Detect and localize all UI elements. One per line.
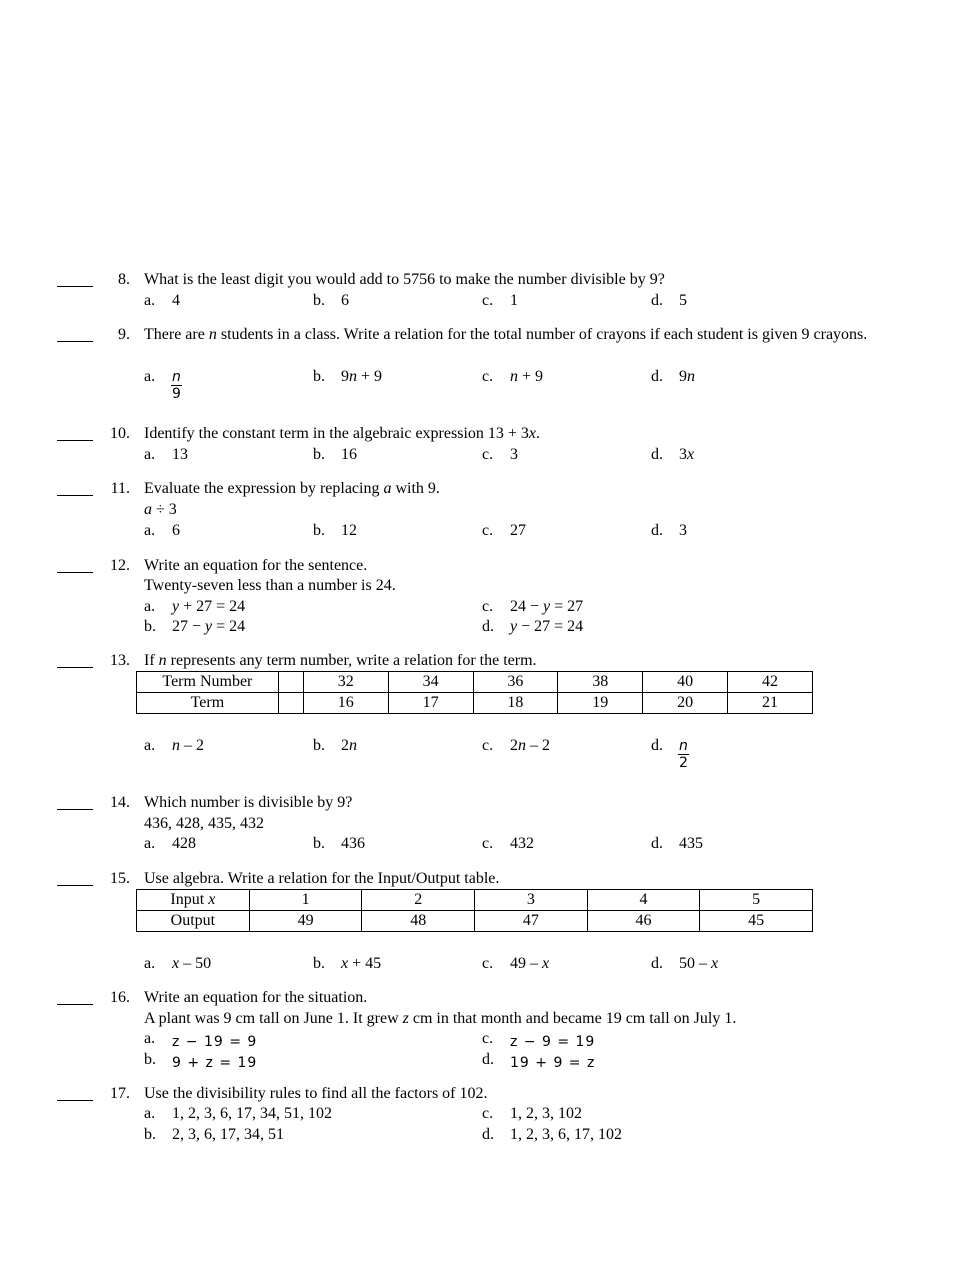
table-row [137, 911, 813, 932]
question-stem: Use algebra. Write a relation for the Input/Output table. [144, 870, 500, 887]
table-cell: 47 [475, 911, 588, 932]
table-cell: 20 [643, 693, 728, 714]
question-stem: Evaluate the expression by replacing a with 9. [144, 480, 440, 497]
option-letter: c. [482, 522, 494, 539]
option-letter: d. [651, 368, 663, 385]
option-letter: c. [482, 737, 494, 754]
option-text: 6 [172, 522, 180, 539]
question-number: 11. [110, 480, 130, 497]
option-letter: a. [144, 1030, 156, 1047]
option-text: 1 [510, 292, 518, 309]
question-number: 12. [110, 557, 130, 574]
answer-blank[interactable] [57, 871, 93, 886]
table-cell: 16 [303, 693, 388, 714]
option-letter: d. [651, 292, 663, 309]
table-cell: 4 [587, 890, 700, 911]
option-letter: a. [144, 1105, 156, 1122]
option-text: 4 [172, 292, 180, 309]
option-letter: a. [144, 292, 156, 309]
option-letter: b. [313, 446, 325, 463]
answer-blank[interactable] [57, 426, 93, 441]
question-sentence: Twenty-seven less than a number is 24. [144, 577, 396, 594]
answer-blank[interactable] [57, 653, 93, 668]
option-text: 2n – 2 [510, 737, 550, 754]
option-letter: a. [144, 835, 156, 852]
option-text: 9 + z = 19 [172, 1055, 258, 1071]
option-fraction: $\frac{n}{2}$ [678, 738, 688, 771]
option-text: y − 27 = 24 [510, 618, 584, 635]
option-text: 1, 2, 3, 102 [510, 1105, 582, 1122]
option-letter: c. [482, 446, 494, 463]
option-text: 16 [341, 446, 357, 463]
table-cell: 45 [700, 911, 813, 932]
table-cell: 40 [643, 672, 728, 693]
option-letter: b. [144, 1051, 156, 1068]
option-letter: b. [313, 835, 325, 852]
question-number: 17. [110, 1085, 130, 1102]
table-cell: 19 [558, 693, 643, 714]
option-letter: a. [144, 598, 156, 615]
table-cell: 36 [473, 672, 558, 693]
option-text: 428 [172, 835, 196, 852]
option-text: 50 – x [679, 955, 719, 972]
table-cell: 42 [728, 672, 813, 693]
option-text: 9n + 9 [341, 368, 383, 385]
question-number: 9. [118, 326, 130, 343]
table-cell: 5 [700, 890, 813, 911]
option-text: 9n [679, 368, 695, 385]
table-cell: 3 [475, 890, 588, 911]
table-cell: 38 [558, 672, 643, 693]
question-stem: Identify the constant term in the algebraic expression 13 + 3x. [144, 425, 541, 442]
option-letter: a. [144, 446, 156, 463]
option-letter: d. [482, 1051, 494, 1068]
table-row [137, 693, 813, 714]
option-letter: c. [482, 598, 494, 615]
table-cell: 21 [728, 693, 813, 714]
option-letter: c. [482, 1105, 494, 1122]
question-number: 14. [110, 794, 130, 811]
option-text: 436 [341, 835, 365, 852]
option-text: 12 [341, 522, 357, 539]
option-text: 27 [510, 522, 526, 539]
answer-blank[interactable] [57, 1086, 93, 1101]
option-letter: d. [482, 1126, 494, 1143]
input-output-table [136, 889, 813, 932]
option-text: 1, 2, 3, 6, 17, 102 [510, 1126, 622, 1143]
option-letter: d. [651, 446, 663, 463]
option-letter: a. [144, 955, 156, 972]
answer-blank[interactable] [57, 272, 93, 287]
option-text: 3x [679, 446, 695, 463]
answer-blank[interactable] [57, 795, 93, 810]
option-letter: d. [482, 618, 494, 635]
answer-blank[interactable] [57, 481, 93, 496]
question-number: 16. [110, 989, 130, 1006]
table-header-cell: Term Number [137, 672, 279, 693]
number-list: 436, 428, 435, 432 [144, 815, 264, 832]
option-text: 13 [172, 446, 188, 463]
table-cell: 49 [249, 911, 362, 932]
option-text: 49 – x [510, 955, 550, 972]
table-row [137, 890, 813, 911]
table-cell: 34 [388, 672, 473, 693]
option-text: 432 [510, 835, 534, 852]
option-letter: b. [144, 618, 156, 635]
option-text: 6 [341, 292, 349, 309]
option-letter: b. [313, 368, 325, 385]
question-expression: a ÷ 3 [144, 501, 177, 518]
option-letter: c. [482, 1030, 494, 1047]
option-text: 2n [341, 737, 357, 754]
table-cell: 18 [473, 693, 558, 714]
table-header-cell: Term [137, 693, 279, 714]
option-letter: b. [144, 1126, 156, 1143]
question-stem: Use the divisibility rules to find all the factors of 102. [144, 1085, 488, 1102]
option-text: 3 [510, 446, 518, 463]
option-text: 24 − y = 27 [510, 598, 584, 615]
option-letter: d. [651, 835, 663, 852]
question-stem: Write an equation for the sentence. [144, 557, 368, 574]
option-text: z − 9 = 19 [510, 1034, 596, 1050]
option-letter: a. [144, 368, 156, 385]
table-header-cell: Input x [137, 890, 250, 911]
option-letter: b. [313, 737, 325, 754]
question-number: 8. [118, 271, 130, 288]
option-text: 2, 3, 6, 17, 34, 51 [172, 1126, 284, 1143]
option-text: 5 [679, 292, 687, 309]
option-letter: c. [482, 292, 494, 309]
option-text: 435 [679, 835, 703, 852]
option-letter: d. [651, 955, 663, 972]
option-letter: b. [313, 955, 325, 972]
term-table [136, 671, 813, 714]
table-cell: 32 [303, 672, 388, 693]
table-cell: 1 [249, 890, 362, 911]
option-fraction: $\frac{n}{9}$ [171, 369, 181, 402]
option-text: x – 50 [172, 955, 212, 972]
option-text: 19 + 9 = z [510, 1055, 596, 1071]
question-stem: There are n students in a class. Write a relation for the total number of crayons if each student is given 9 crayons. [144, 326, 868, 343]
option-text: x + 45 [341, 955, 382, 972]
answer-blank[interactable] [57, 327, 93, 342]
table-cell [278, 693, 303, 714]
option-letter: c. [482, 835, 494, 852]
option-text: y + 27 = 24 [172, 598, 246, 615]
option-letter: d. [651, 737, 663, 754]
question-stem: Write an equation for the situation. [144, 989, 368, 1006]
option-text: n + 9 [510, 368, 544, 385]
answer-blank[interactable] [57, 558, 93, 573]
option-letter: c. [482, 368, 494, 385]
option-text: n – 2 [172, 737, 204, 754]
option-letter: d. [651, 522, 663, 539]
option-letter: b. [313, 522, 325, 539]
question-number: 15. [110, 870, 130, 887]
answer-blank[interactable] [57, 990, 93, 1005]
question-number: 10. [110, 425, 130, 442]
table-cell: 48 [362, 911, 475, 932]
question-situation: A plant was 9 cm tall on June 1. It grew z cm in that month and became 19 cm tall on July 1. [144, 1010, 737, 1027]
table-header-cell: Output [137, 911, 250, 932]
option-text: 3 [679, 522, 687, 539]
table-cell: 2 [362, 890, 475, 911]
question-stem: Which number is divisible by 9? [144, 794, 353, 811]
question-stem: If n represents any term number, write a relation for the term. [144, 652, 537, 669]
option-letter: c. [482, 955, 494, 972]
table-row [137, 672, 813, 693]
table-cell: 46 [587, 911, 700, 932]
table-cell: 17 [388, 693, 473, 714]
question-number: 13. [110, 652, 130, 669]
question-stem: What is the least digit you would add to 5756 to make the number divisible by 9? [144, 271, 665, 288]
table-cell [278, 672, 303, 693]
option-letter: b. [313, 292, 325, 309]
option-text: z − 19 = 9 [172, 1034, 258, 1050]
option-text: 27 − y = 24 [172, 618, 246, 635]
option-letter: a. [144, 737, 156, 754]
option-letter: a. [144, 522, 156, 539]
option-text: 1, 2, 3, 6, 17, 34, 51, 102 [172, 1105, 332, 1122]
